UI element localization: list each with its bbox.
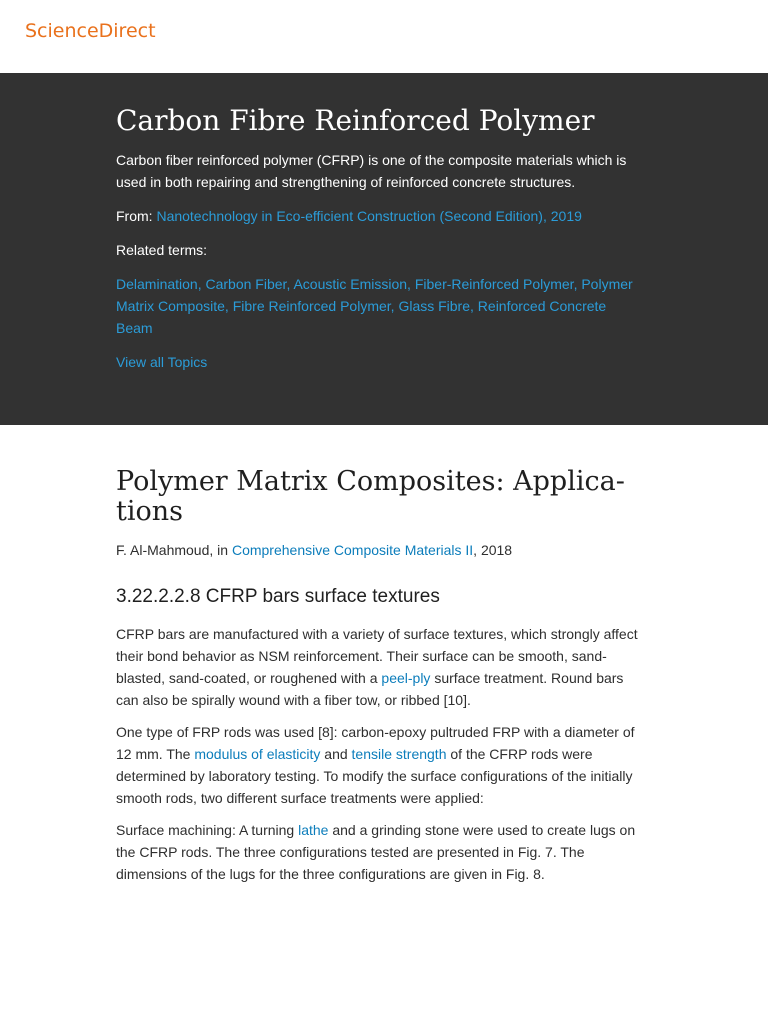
glossary-term-link[interactable]: lathe — [298, 822, 329, 838]
related-terms-label: Related terms: — [116, 242, 208, 258]
paragraph-text: and — [320, 746, 352, 762]
section-heading: 3.22.2.2.8 CFRP bars surface textures — [116, 586, 440, 607]
related-term-link[interactable]: Delamination — [116, 276, 198, 292]
glossary-term-link[interactable]: modulus of elasticity — [194, 746, 321, 762]
related-term-separator: , — [407, 276, 415, 292]
in-label: in — [217, 542, 229, 558]
glossary-term-link[interactable]: peel-ply — [381, 670, 431, 686]
from-label: From: — [116, 208, 153, 224]
related-term-separator: , — [390, 298, 399, 314]
topic-summary — [0, 73, 768, 425]
paragraph-text: surface treatment. Round bars can also be spirally wound with a fiber tow, or ribbed [10]. — [116, 670, 624, 708]
related-term-link[interactable]: Polymer Matrix Composite — [116, 276, 633, 314]
glossary-term-link[interactable]: tensile strength — [351, 746, 447, 762]
related-term-separator: , — [286, 276, 294, 292]
year: 2018 — [480, 542, 513, 558]
related-term-separator: , — [224, 298, 233, 314]
paragraph-text: Surface machining: A turning — [116, 822, 299, 838]
topic-title: Carbon Fibre Reinforced Polymer — [116, 104, 595, 137]
related-term-link[interactable]: Reinforced Concrete Beam — [116, 298, 607, 336]
related-term-link[interactable]: Carbon Fiber — [205, 276, 287, 292]
related-term-link[interactable]: Acoustic Emission — [293, 276, 408, 292]
byline: F. Al-Mahmoud, in Comprehensive Composite Materials II, 2018 — [116, 542, 513, 558]
article-title: Polymer Matrix Composites: Applica-tions — [116, 466, 625, 527]
book-link[interactable]: Comprehensive Composite Materials II — [231, 542, 474, 558]
paragraph-text: and a grinding stone were used to create lugs on the CFRP rods. The three configurations tested are presented in Fig. 7. The dimensions of the lugs for the three configurations are given in Fig. 8. — [116, 822, 636, 882]
article-paragraph — [116, 721, 642, 809]
related-term-separator: , — [197, 276, 206, 292]
topic-source — [116, 205, 642, 227]
topic-source-link[interactable]: Nanotechnology in Eco-efficient Construction (Second Edition), 2019 — [156, 208, 582, 224]
related-terms-list — [116, 273, 642, 339]
article-body — [116, 623, 768, 885]
related-term-link[interactable]: Glass Fibre — [398, 298, 471, 314]
related-term-link[interactable]: Fiber-Reinforced Polymer — [414, 276, 574, 292]
paragraph-text: of the CFRP rods were determined by laboratory testing. To modify the surface configurations of the initially smooth rods, two different surface treatments were applied: — [116, 746, 633, 806]
view-all-topics-link[interactable]: View all Topics — [116, 354, 208, 370]
topic-definition: Carbon fiber reinforced polymer (CFRP) is one of the composite materials which is used in both repairing and strengthening of reinforced concrete structures. — [116, 152, 627, 190]
article — [0, 425, 768, 885]
related-term-separator: , — [470, 298, 478, 314]
related-term-link[interactable]: Fibre Reinforced Polymer — [232, 298, 391, 314]
sciencedirect-logo[interactable]: ScienceDirect — [25, 20, 156, 42]
article-paragraph — [116, 623, 642, 711]
paragraph-text: CFRP bars are manufactured with a variety of surface textures, which strongly affect their bond behavior as NSM reinforcement. Their surface can be smooth, sand-blasted, sand-coated, or roughened with a — [116, 626, 638, 686]
related-term-separator: , — [573, 276, 582, 292]
site-header — [0, 0, 768, 73]
paragraph-text: One type of FRP rods was used [8]: carbon-epoxy pultruded FRP with a diameter of 12 mm. The — [116, 724, 635, 762]
article-paragraph — [116, 819, 642, 885]
author: F. Al-Mahmoud — [116, 542, 210, 558]
